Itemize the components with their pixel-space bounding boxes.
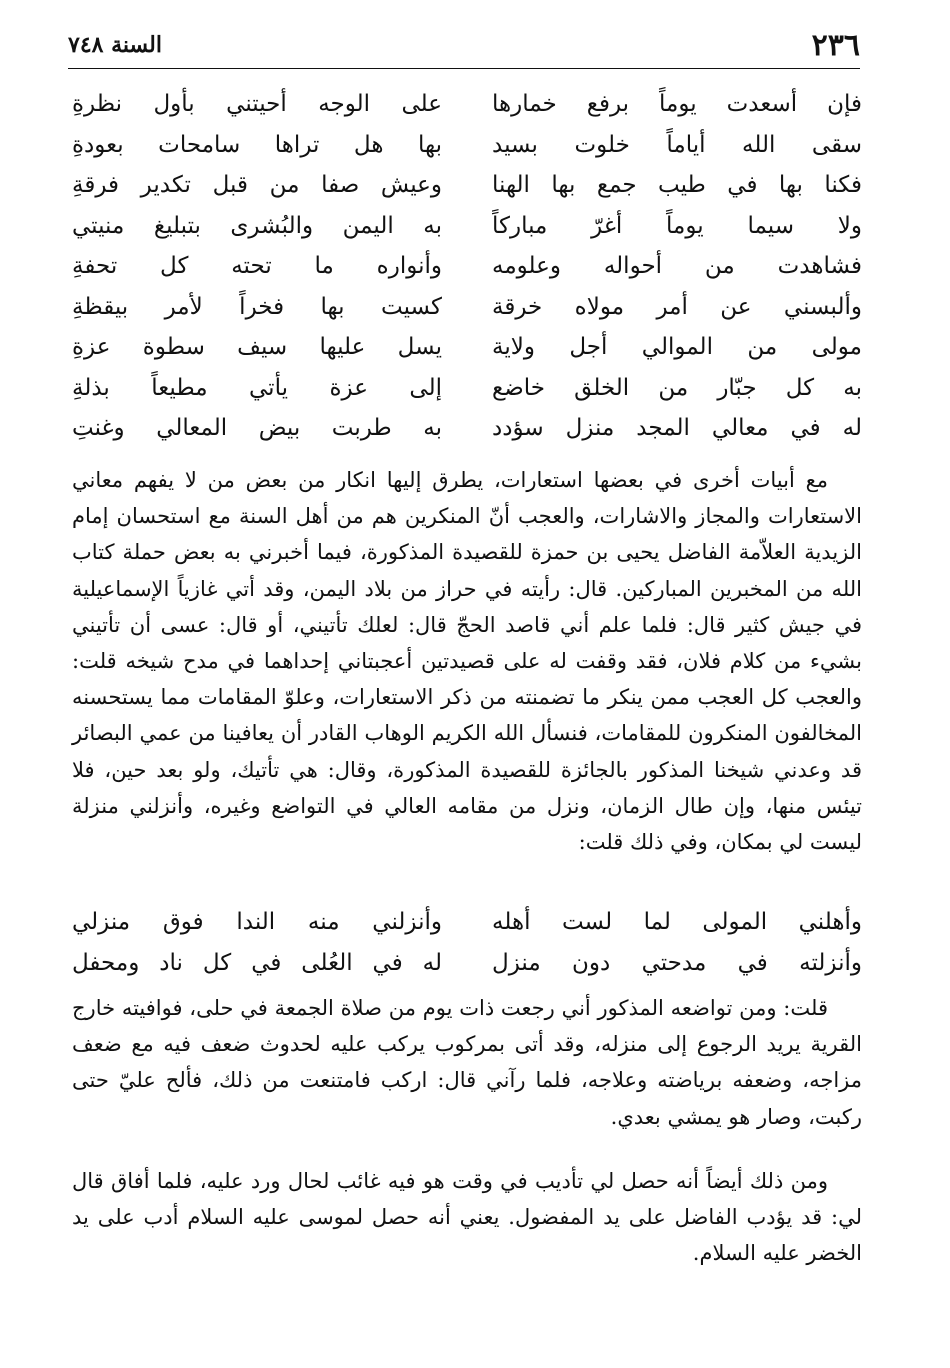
- paragraph-text: ومن ذلك أيضاً أنه حصل لي تأديب في وقت هو فيه غائب لحال ورد عليه، فلما أفاق قال لي: قد يؤدب الفاضل على يد المفضول. يعني أنه حصل لموسى عليه السلام أدب على يد الخضر عليه السلام.: [72, 1169, 862, 1266]
- poem-block-1: [72, 84, 862, 449]
- verse-first-hemistich: فشاهدت من أحواله وعلومه: [492, 253, 862, 279]
- verse-row: [72, 165, 862, 206]
- prose-paragraph-2: [72, 990, 862, 1135]
- verse-row: [72, 125, 862, 166]
- verse-second-hemistich: وأنزلني منه الندا فوق منزلي: [72, 909, 442, 935]
- verse-row: [72, 287, 862, 328]
- verse-second-hemistich: به طربت بيض المعالي وغنتِ: [72, 415, 442, 441]
- verse-row: [72, 902, 862, 943]
- verse-first-hemistich: وأهلني المولى لما لست أهله: [492, 909, 862, 935]
- verse-first-hemistich: له في معالي المجد منزل سؤدد: [492, 415, 862, 441]
- verse-second-hemistich: بها هل تراها سامحات بعودةِ: [72, 131, 442, 158]
- verse-second-hemistich: وعيش صفا من قبل تكدير فرقةِ: [72, 172, 442, 198]
- page-number: ٢٣٦: [811, 28, 860, 63]
- verse-first-hemistich: وأنزلته في مدحتي دون منزل: [492, 949, 862, 976]
- verse-row: [72, 408, 862, 449]
- verse-first-hemistich: وألبسني عن أمر مولاه خرقة: [492, 293, 862, 320]
- running-title: السنة ٧٤٨: [68, 32, 162, 58]
- verse-row: [72, 206, 862, 247]
- verse-row: [72, 246, 862, 287]
- verse-first-hemistich: فكنا بها في طيب جمع بها الهنا: [492, 172, 862, 198]
- verse-row: [72, 943, 862, 984]
- verse-first-hemistich: به كل جبّار من الخلق خاضع: [492, 374, 862, 401]
- verse-first-hemistich: ولا سيما يوماً أغرّ مباركاً: [492, 212, 862, 239]
- prose-paragraph-1: [72, 462, 862, 860]
- verse-row: [72, 368, 862, 409]
- verse-second-hemistich: له في العُلى في كل ناد ومحفل: [72, 949, 442, 976]
- verse-second-hemistich: إلى عزة يأتي مطيعاً بذلةِ: [72, 374, 442, 401]
- verse-first-hemistich: فإن أسعدت يوماً برفع خمارها: [492, 91, 862, 117]
- verse-second-hemistich: على الوجه أحيتني بأول نظرةِ: [72, 91, 442, 117]
- verse-second-hemistich: كسيت بها فخراً لأمر بيقظةِ: [72, 293, 442, 320]
- poem-block-2: [72, 902, 862, 983]
- paragraph-text: مع أبيات أخرى في بعضها استعارات، يطرق إليها انكار من بعض من لا يفهم معاني الاستعارات والمجاز والاشارات، والعجب أنّ المنكرين هم من أهل السنة مع استحسان إمام الزيدية العلاّمة الفاضل يحيى بن حمزة للقصيدة المذكورة، فيما أخبرني به بعض حملة كتاب الله من المخبرين المباركين. قال: رأيته في حراز من بلاد اليمن، وقد أتي غازياً الإسماعيلية في جيش كثير قال: فلما علم أني قاصد الحجّ قال: لعلك تأتيني، أو قال: عسى أن تأتيني بشيء من كلام فلان، فقد وقفت له على قصيدتين أعجبتاني إحداهما في مدح شيخه قلت: والعجب كل العجب ممن ينكر ما تضمنته من ذكر الاستعارات، وعلوّ المقامات مما يستحسنه المخالفون المنكرون للمقامات، فنسأل الله الكريم الوهاب القادر أن يعافينا من عمي البصائر قد وعدني شيخنا المذكور بالجائزة للقصيدة المذكورة، وقال: هي تأتيك، ولو بعد حين، فلا تيئس منها، وإن طال الزمان، ونزل من مقامه العالي في التواضع وغيره، وأنزلني منزلة ليست لي بمكان، وفي ذلك قلت:: [72, 468, 862, 855]
- verse-first-hemistich: مولى من الموالي أجل ولاية: [492, 334, 862, 360]
- verse-row: [72, 327, 862, 368]
- verse-second-hemistich: به اليمن والبُشرى بتبليغ منيتي: [72, 212, 442, 239]
- verse-second-hemistich: وأنواره ما تحته كل تحفةِ: [72, 253, 442, 279]
- paragraph-text: قلت: ومن تواضعه المذكور أني رجعت ذات يوم من صلاة الجمعة في حلى، فوافيته خارج القرية يريد الرجوع إلى منزله، وقد أتى بمركوب يركب عليه لحدوث ضعف فيه مع ضعف مزاجه، وضعفه برياضته وعلاجه، فلما رآني قال: اركب فامتنعت من ذلك، فألح عليّ حتى ركبت، وصار هو يمشي بعدي.: [72, 996, 862, 1129]
- prose-paragraph-3: [72, 1163, 862, 1272]
- verse-second-hemistich: يسل عليها سيف سطوة عزةِ: [72, 334, 442, 360]
- page-header: [68, 28, 860, 69]
- verse-row: [72, 84, 862, 125]
- verse-first-hemistich: سقى الله أياماً خلوت بسيد: [492, 131, 862, 158]
